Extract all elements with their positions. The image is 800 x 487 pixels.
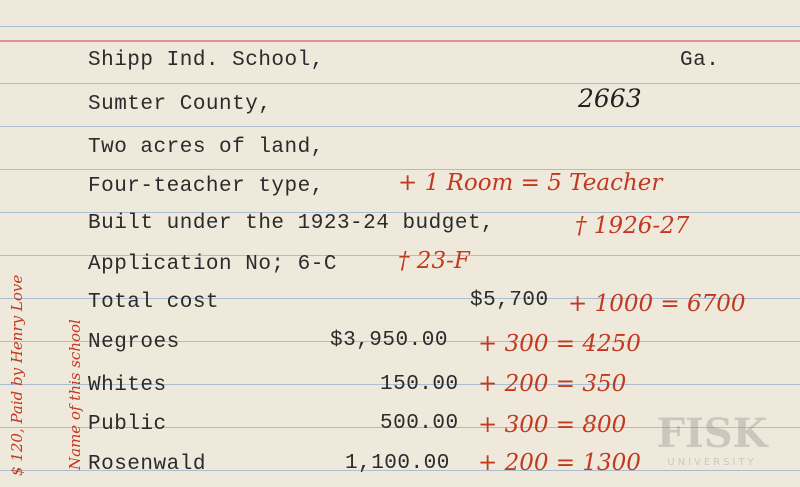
school-type: Four-teacher type, [88, 175, 324, 198]
handwritten-total-addition: + 1000 = 6700 [568, 291, 746, 317]
land-size: Two acres of land, [88, 136, 324, 159]
margin-note-payment: $ 120, Paid by Henry Love [8, 274, 26, 476]
total-cost-value: $5,700 [470, 289, 549, 312]
county-name: Sumter County, [88, 93, 272, 116]
handwritten-type-addition: + 1 Room = 5 Teacher [398, 170, 663, 196]
handwritten-whites-addition: + 200 = 350 [478, 371, 627, 397]
handwritten-number: 2663 [578, 84, 642, 113]
header-rule [0, 40, 800, 42]
watermark-sub: UNIVERSITY [667, 457, 757, 468]
public-label: Public [88, 413, 167, 436]
handwritten-year-addition: † 1926-27 [575, 213, 690, 239]
rosenwald-value: 1,100.00 [345, 452, 450, 475]
rosenwald-label: Rosenwald [88, 453, 206, 476]
public-value: 500.00 [380, 412, 459, 435]
budget-year: Built under the 1923-24 budget, [88, 212, 495, 235]
watermark-name: FISK [656, 410, 768, 457]
negroes-label: Negroes [88, 331, 180, 354]
application-number: Application No; 6-C [88, 253, 337, 276]
state-abbrev: Ga. [680, 49, 720, 72]
handwritten-rosenwald-addition: + 200 = 1300 [478, 450, 641, 476]
fisk-university-watermark [642, 407, 782, 471]
whites-value: 150.00 [380, 373, 459, 396]
handwritten-public-addition: + 300 = 800 [478, 412, 627, 438]
handwritten-negroes-addition: + 300 = 4250 [478, 331, 641, 357]
negroes-value: $3,950.00 [330, 329, 448, 352]
school-name: Shipp Ind. School, [88, 49, 324, 72]
margin-note-school-name: Name of this school [66, 319, 84, 470]
whites-label: Whites [88, 374, 167, 397]
total-cost-label: Total cost [88, 291, 220, 314]
handwritten-application-addition: † 23-F [398, 248, 470, 274]
